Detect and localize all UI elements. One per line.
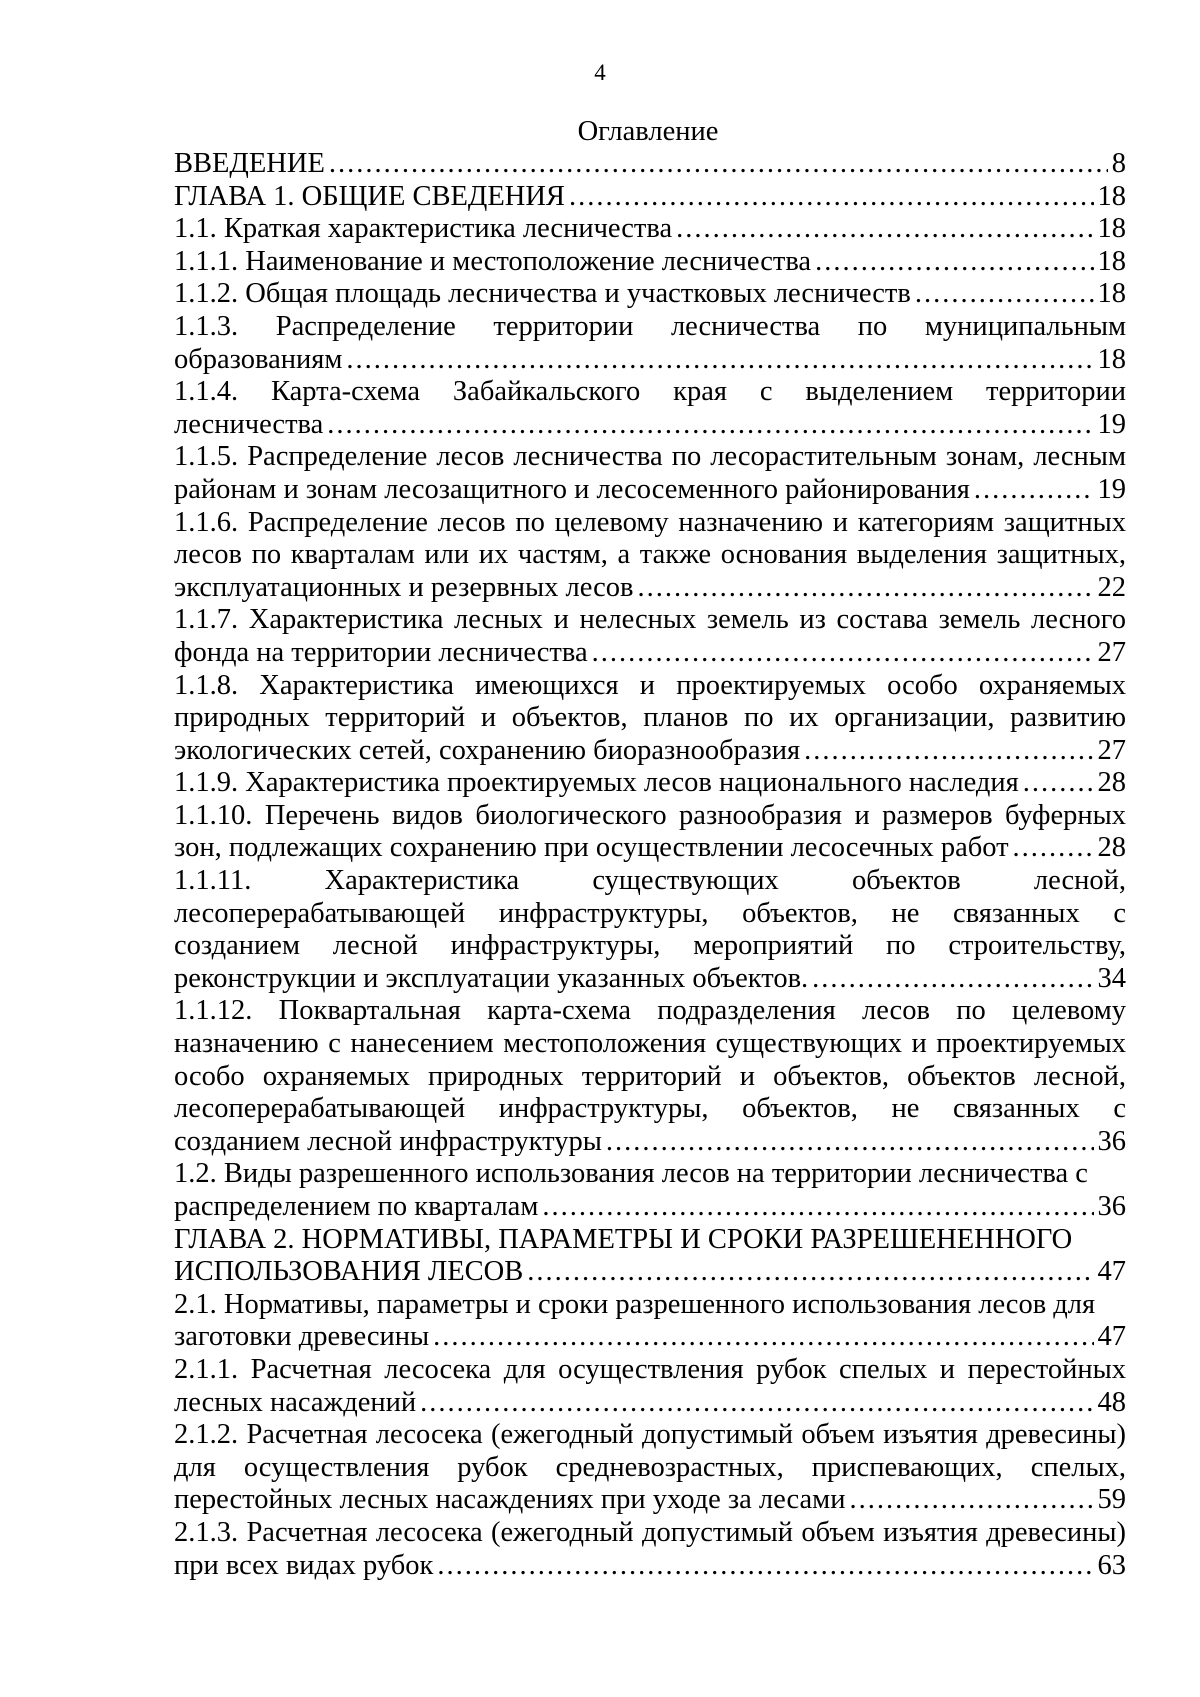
- toc-dot-leader: [815, 246, 1093, 279]
- toc-page-number: 59: [1097, 1484, 1126, 1516]
- toc-entry-line: [174, 344, 1126, 377]
- toc-page-number: 8: [1111, 148, 1126, 179]
- toc-entry[interactable]: [174, 1158, 1126, 1223]
- toc-entry-line: [174, 832, 1126, 865]
- toc-entry[interactable]: [174, 865, 1126, 995]
- toc-entry-line: [174, 735, 1126, 768]
- toc-page-number: 47: [1097, 1321, 1126, 1353]
- toc-dot-leader: [569, 181, 1094, 214]
- toc-page-number: 19: [1097, 473, 1126, 505]
- toc-entry-line: [174, 246, 1126, 279]
- toc-entry[interactable]: [174, 1224, 1126, 1289]
- toc-page-number: 63: [1097, 1549, 1126, 1581]
- toc-entry-title: фонда на территории лесничества: [174, 636, 588, 668]
- toc-dot-leader: [346, 344, 1093, 377]
- toc-entry[interactable]: [174, 800, 1126, 865]
- toc-page-number: 47: [1097, 1256, 1126, 1288]
- toc-entry-title-line: назначению с нанесением местоположения существующих и проектируемых: [174, 1028, 1126, 1060]
- toc-entry-line: [174, 409, 1126, 442]
- toc-entry[interactable]: [174, 376, 1126, 441]
- toc-entry-title: ВВЕДЕНИЕ: [174, 148, 325, 179]
- toc-dot-leader: [1023, 767, 1094, 800]
- toc-entry-title: заготовки древесины: [174, 1321, 430, 1353]
- toc-entry-title: созданием лесной инфраструктуры: [174, 1125, 602, 1157]
- toc-entry-line: [174, 1387, 1126, 1420]
- toc-entry-title: лесничества: [174, 408, 324, 440]
- toc-entry-title-line: 1.1.12. Поквартальная карта-схема подразделения лесов по целевому: [174, 995, 1126, 1027]
- toc-entry-title-line: 2.1. Нормативы, параметры и сроки разрешенного использования лесов для: [174, 1288, 1096, 1320]
- toc-entry-title: при всех видах рубок: [174, 1549, 434, 1581]
- toc-entry-title: образованиям: [174, 343, 343, 375]
- toc-dot-leader: [849, 1484, 1093, 1517]
- toc-entry-line: [174, 213, 1126, 246]
- toc-entry-title: зон, подлежащих сохранению при осуществлении лесосечных работ: [174, 832, 1009, 864]
- toc-dot-leader: [329, 148, 1108, 181]
- toc-entry-title: лесных насаждений: [174, 1386, 417, 1418]
- toc-entry[interactable]: [174, 507, 1126, 605]
- toc-entry-title-line: 1.1.10. Перечень видов биологического разнообразия и размеров буферных: [174, 799, 1126, 831]
- toc-page-number: 18: [1097, 343, 1126, 375]
- toc-entry[interactable]: [174, 246, 1126, 279]
- toc-entry[interactable]: [174, 1419, 1126, 1517]
- toc-entry-title-line: лесоперерабатывающей инфраструктуры, объектов, не связанных с: [174, 1093, 1126, 1125]
- toc-entry-title-line: для осуществления рубок средневозрастных, приспевающих, спелых,: [174, 1451, 1126, 1483]
- toc-entry[interactable]: [174, 148, 1126, 181]
- toc-entry-title-line: 1.1.6. Распределение лесов по целевому назначению и категориям защитных: [174, 506, 1126, 538]
- toc-entry-title: ГЛАВА 1. ОБЩИЕ СВЕДЕНИЯ: [174, 180, 565, 212]
- toc-dot-leader: [327, 409, 1093, 442]
- toc-entry-line: [174, 1321, 1126, 1354]
- toc-entry-title-line: 2.1.3. Расчетная лесосека (ежегодный допустимый объем изъятия древесины): [174, 1516, 1126, 1548]
- toc-entry-title-line: 2.1.1. Расчетная лесосека для осуществления рубок спелых и перестойных: [174, 1353, 1126, 1385]
- toc-entry-line: [174, 963, 1126, 996]
- toc-page-number: 36: [1097, 1191, 1126, 1222]
- toc-entry-title-line: 1.1.8. Характеристика имеющихся и проектируемых особо охраняемых: [174, 669, 1126, 701]
- toc-entry-title-line: ГЛАВА 2. НОРМАТИВЫ, ПАРАМЕТРЫ И СРОКИ РАЗРЕШЕНЕННОГО: [174, 1223, 1073, 1255]
- toc-entry-title-line: 1.1.7. Характеристика лесных и нелесных земель из состава земель лесного: [174, 604, 1126, 636]
- toc-entry-line: [174, 148, 1126, 181]
- toc-dot-leader: [915, 278, 1094, 311]
- toc-entry[interactable]: [174, 311, 1126, 376]
- toc-page-number: 27: [1097, 636, 1126, 668]
- toc-dot-leader: [527, 1256, 1093, 1289]
- toc-entry-title: распределением по кварталам: [174, 1191, 539, 1222]
- toc-entry-line: [174, 572, 1126, 605]
- toc-entry-title: 1.1.2. Общая площадь лесничества и участковых лесничеств: [174, 278, 911, 310]
- toc-page-number: 18: [1097, 180, 1126, 212]
- toc-entry-title-line: 1.1.3. Распределение территории лесничества по муниципальным: [174, 310, 1126, 342]
- toc-page-number: 18: [1097, 245, 1126, 277]
- toc-page-number: 18: [1097, 278, 1126, 310]
- toc-dot-leader: [804, 735, 1093, 768]
- toc-dot-leader: [420, 1387, 1093, 1420]
- toc-entry[interactable]: [174, 1517, 1126, 1582]
- toc-page-number: 22: [1097, 571, 1126, 603]
- toc-entry[interactable]: [174, 1289, 1126, 1354]
- toc-entry-title: ИСПОЛЬЗОВАНИЯ ЛЕСОВ: [174, 1256, 524, 1288]
- toc-page-number: 27: [1097, 734, 1126, 766]
- toc-entry-title-line: 1.2. Виды разрешенного использования лесов на территории лесничества с: [174, 1158, 1088, 1190]
- toc-dot-leader: [974, 474, 1094, 507]
- toc-entry[interactable]: [174, 213, 1126, 246]
- toc-entry-line: [174, 1484, 1126, 1517]
- toc-page-number: 28: [1097, 832, 1126, 864]
- toc-dot-leader: [437, 1550, 1093, 1583]
- toc-entry-title-line: природных территорий и объектов, планов по их организации, развитию: [174, 702, 1126, 734]
- toc-entry[interactable]: [174, 670, 1126, 768]
- toc-entry-title-line: созданием лесной инфраструктуры, мероприятий по строительству,: [174, 930, 1126, 962]
- toc-entry-title: экологических сетей, сохранению биоразнообразия: [174, 734, 801, 766]
- toc-entry[interactable]: [174, 767, 1126, 800]
- toc-entry[interactable]: [174, 604, 1126, 669]
- toc-entry-line: [174, 1550, 1126, 1583]
- toc-dot-leader: [606, 1126, 1094, 1159]
- toc-entry[interactable]: [174, 181, 1126, 214]
- toc-entry-title-line: 2.1.2. Расчетная лесосека (ежегодный допустимый объем изъятия древесины): [174, 1419, 1126, 1451]
- toc-dot-leader: [542, 1191, 1093, 1224]
- toc-entry-line: [174, 767, 1126, 800]
- toc-dot-leader: [676, 213, 1093, 246]
- toc-entry-title: 1.1.9. Характеристика проектируемых лесов национального наследия: [174, 767, 1019, 799]
- toc-page-number: 18: [1097, 213, 1126, 245]
- toc-entry-title-line: 1.1.4. Карта-схема Забайкальского края с выделением территории: [174, 376, 1126, 408]
- toc-dot-leader: [812, 963, 1093, 996]
- toc-entry-title-line: особо охраняемых природных территорий и объектов, объектов лесной,: [174, 1060, 1126, 1092]
- toc-entry-title: 1.1. Краткая характеристика лесничества: [174, 213, 673, 245]
- toc-page-number: 34: [1097, 962, 1126, 994]
- toc-title: Оглавление: [577, 116, 719, 147]
- toc-dot-leader: [637, 572, 1093, 605]
- toc-page-number: 48: [1097, 1386, 1126, 1418]
- toc-dot-leader: [592, 637, 1094, 670]
- toc-entry-line: [174, 1126, 1126, 1159]
- toc-page-number: 36: [1097, 1125, 1126, 1157]
- toc-entry[interactable]: [174, 278, 1126, 311]
- toc-entry[interactable]: [174, 1354, 1126, 1419]
- toc-entry-title-line: 1.1.5. Распределение лесов лесничества по лесорастительным зонам, лесным: [174, 441, 1126, 473]
- toc-entry-title: перестойных лесных насаждениях при уходе за лесами: [174, 1484, 846, 1516]
- toc-entry-line: [174, 181, 1126, 214]
- toc-entry[interactable]: [174, 995, 1126, 1158]
- toc-entry-line: [174, 278, 1126, 311]
- toc-entry[interactable]: [174, 441, 1126, 506]
- toc-page-number: 19: [1097, 408, 1126, 440]
- toc-entry-line: [174, 637, 1126, 670]
- toc-entry-title: районам и зонам лесозащитного и лесосеменного районирования: [174, 473, 970, 505]
- toc-entry-line: [174, 1191, 1126, 1224]
- toc-entry-title-line: лесоперерабатывающей инфраструктуры, объектов, не связанных с: [174, 897, 1126, 929]
- toc-entry-line: [174, 474, 1126, 507]
- toc-entry-line: [174, 1256, 1126, 1289]
- toc-dot-leader: [433, 1321, 1093, 1354]
- toc-entry-title: эксплуатационных и резервных лесов: [174, 571, 634, 603]
- toc-dot-leader: [1013, 832, 1094, 865]
- table-of-contents: [174, 148, 1126, 1582]
- toc-entry-title: реконструкции и эксплуатации указанных объектов.: [174, 962, 809, 994]
- page-number: 4: [594, 60, 606, 85]
- toc-page-number: 28: [1097, 767, 1126, 799]
- toc-entry-title-line: лесов по кварталам или их частям, а также основания выделения защитных,: [174, 539, 1126, 571]
- toc-entry-title: 1.1.1. Наименование и местоположение лесничества: [174, 245, 812, 277]
- toc-entry-title-line: 1.1.11. Характеристика существующих объектов лесной,: [174, 865, 1126, 897]
